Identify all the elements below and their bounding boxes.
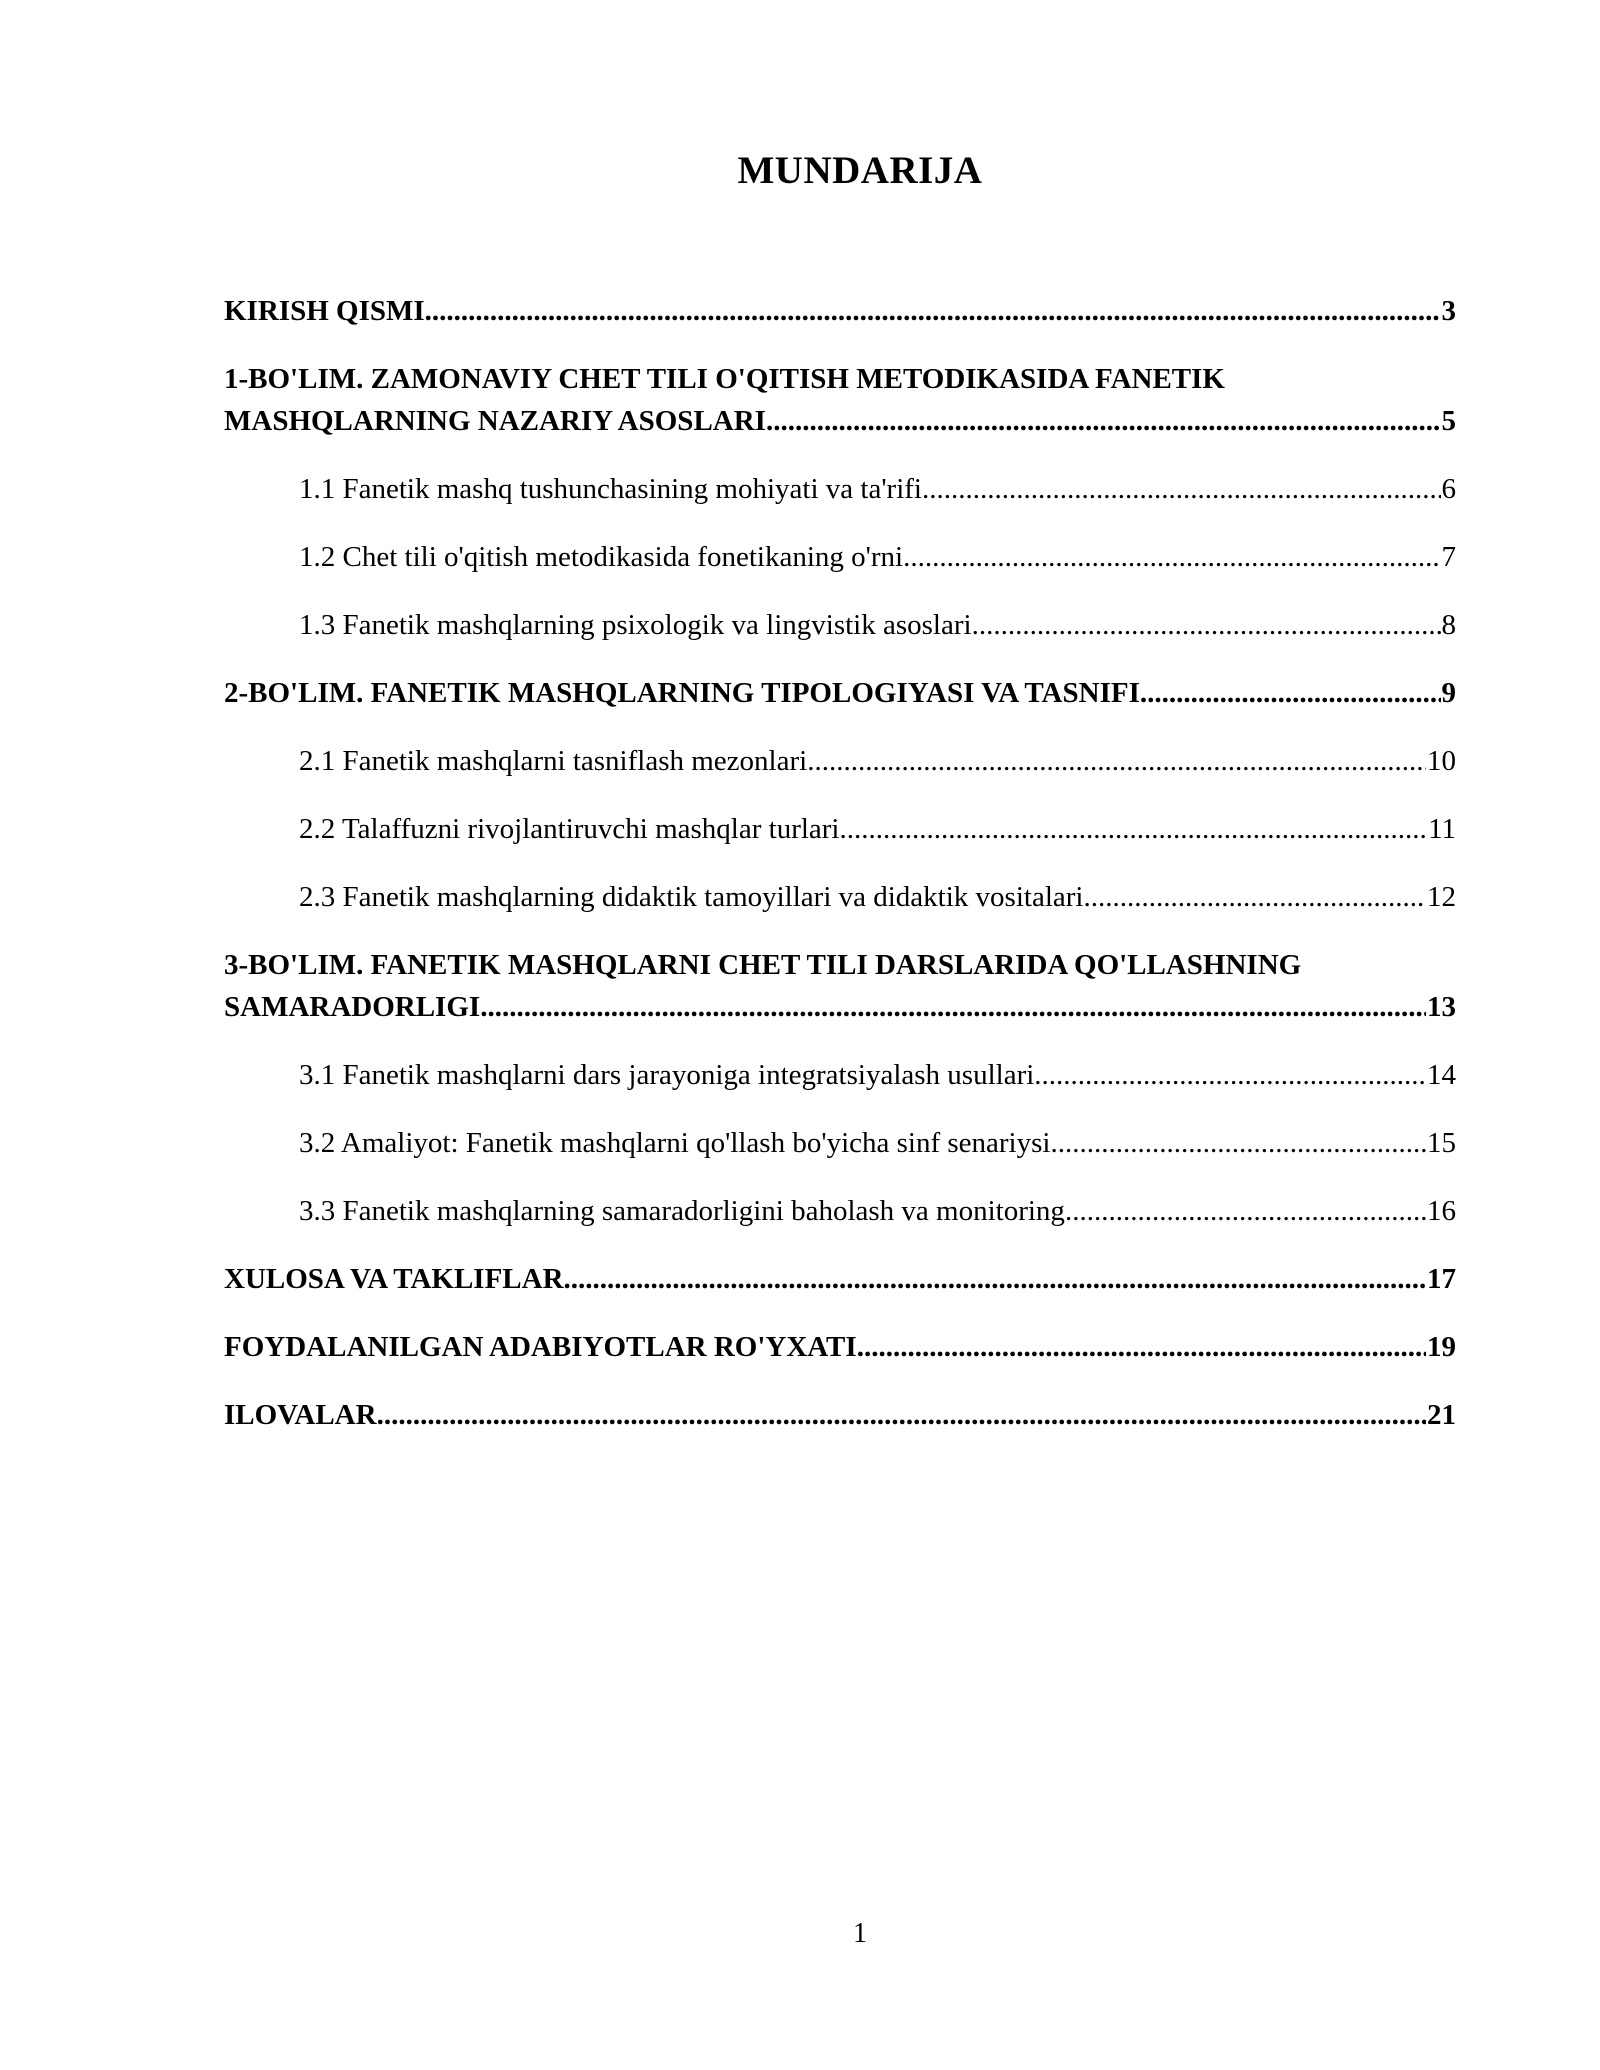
- dot-leader: [1050, 1122, 1426, 1164]
- toc-entry-title: SAMARADORLIGI: [224, 991, 481, 1023]
- toc-entry-title: ILOVALAR: [224, 1399, 377, 1431]
- toc-entry-title: XULOSA VA TAKLIFLAR: [224, 1263, 564, 1295]
- toc-entry-page: 11: [1428, 813, 1456, 845]
- page-number: 1: [853, 1918, 867, 1949]
- toc-entry[interactable]: [224, 944, 1456, 1028]
- dot-leader: [1034, 1054, 1426, 1096]
- dot-leader: [972, 604, 1441, 646]
- toc-entry-page: 15: [1427, 1127, 1456, 1159]
- toc-entry-title-line1: 3-BO'LIM. FANETIK MASHQLARNI CHET TILI DARSLARIDA QO'LLASHNING: [224, 949, 1302, 981]
- dot-leader: [1140, 672, 1441, 714]
- page-title: MUNDARIJA: [737, 149, 983, 192]
- toc-entry-page: 6: [1441, 473, 1456, 505]
- toc-entry-page: 3: [1441, 295, 1456, 327]
- toc-entry-title: 2.1 Fanetik mashqlarni tasniflash mezonlari: [299, 745, 808, 777]
- toc-entry[interactable]: [224, 740, 1456, 782]
- toc-entry[interactable]: [224, 1326, 1456, 1368]
- toc-entry-title: 2.3 Fanetik mashqlarning didaktik tamoyillari va didaktik vositalari: [299, 881, 1084, 913]
- toc-entry-title: 2-BO'LIM. FANETIK MASHQLARNING TIPOLOGIYASI VA TASNIFI: [224, 677, 1140, 709]
- toc-entry[interactable]: [224, 1122, 1456, 1164]
- toc-entry[interactable]: [224, 1190, 1456, 1232]
- toc-entry-title: 1.3 Fanetik mashqlarning psixologik va lingvistik asoslari: [299, 609, 972, 641]
- dot-leader: [857, 1326, 1426, 1368]
- toc-entry-title: 2.2 Talaffuzni rivojlantiruvchi mashqlar turlari: [299, 813, 840, 845]
- toc-entry-title: MASHQLARNING NAZARIY ASOSLARI: [224, 405, 766, 437]
- dot-leader: [480, 986, 1426, 1028]
- toc-entry-page: 13: [1427, 991, 1456, 1023]
- toc-entry-title: KIRISH QISMI: [224, 295, 425, 327]
- toc-entry-title: 1.1 Fanetik mashq tushunchasining mohiyati va ta'rifi: [299, 473, 922, 505]
- toc-entry[interactable]: [224, 1258, 1456, 1300]
- dot-leader: [807, 740, 1426, 782]
- toc-entry[interactable]: [224, 808, 1456, 850]
- toc-entry[interactable]: [224, 604, 1456, 646]
- toc-entry[interactable]: [224, 672, 1456, 714]
- toc-entry-title: 3.3 Fanetik mashqlarning samaradorligini baholash va monitoring: [299, 1195, 1065, 1227]
- toc-entry-page: 19: [1427, 1331, 1456, 1363]
- dot-leader: [903, 536, 1440, 578]
- toc-entry[interactable]: [224, 1054, 1456, 1096]
- toc-entry[interactable]: [224, 876, 1456, 918]
- toc-entry-title: 1.2 Chet tili o'qitish metodikasida fonetikaning o'rni: [299, 541, 904, 573]
- toc-entry-title: 3.1 Fanetik mashqlarni dars jarayoniga integratsiyalash usullari: [299, 1059, 1035, 1091]
- toc-entry[interactable]: [224, 536, 1456, 578]
- dot-leader: [1083, 876, 1426, 918]
- dot-leader: [564, 1258, 1426, 1300]
- dot-leader: [766, 400, 1441, 442]
- toc-entry[interactable]: [224, 468, 1456, 510]
- toc-entry-page: 9: [1441, 677, 1456, 709]
- toc-entry-page: 5: [1441, 405, 1456, 437]
- toc-entry-page: 10: [1427, 745, 1456, 777]
- dot-leader: [377, 1394, 1426, 1436]
- toc-entry-page: 14: [1427, 1059, 1456, 1091]
- toc-entry-page: 7: [1441, 541, 1456, 573]
- toc-entry-title-line1: 1-BO'LIM. ZAMONAVIY CHET TILI O'QITISH METODIKASIDA FANETIK: [224, 363, 1225, 395]
- toc-entry-page: 21: [1427, 1399, 1456, 1431]
- toc-entry-page: 8: [1441, 609, 1456, 641]
- dot-leader: [1065, 1190, 1426, 1232]
- toc-entry-title: 3.2 Amaliyot: Fanetik mashqlarni qo'llash bo'yicha sinf senariysi: [299, 1127, 1051, 1159]
- toc-entry-page: 12: [1427, 881, 1456, 913]
- toc-entry-title: FOYDALANILGAN ADABIYOTLAR RO'YXATI: [224, 1331, 857, 1363]
- toc-entry-page: 16: [1427, 1195, 1456, 1227]
- dot-leader: [922, 468, 1441, 510]
- toc-entry[interactable]: [224, 358, 1456, 442]
- toc-entry-page: 17: [1427, 1263, 1456, 1295]
- dot-leader: [840, 808, 1428, 850]
- toc-entry[interactable]: [224, 1394, 1456, 1436]
- toc-entry[interactable]: [224, 290, 1456, 332]
- dot-leader: [425, 290, 1441, 332]
